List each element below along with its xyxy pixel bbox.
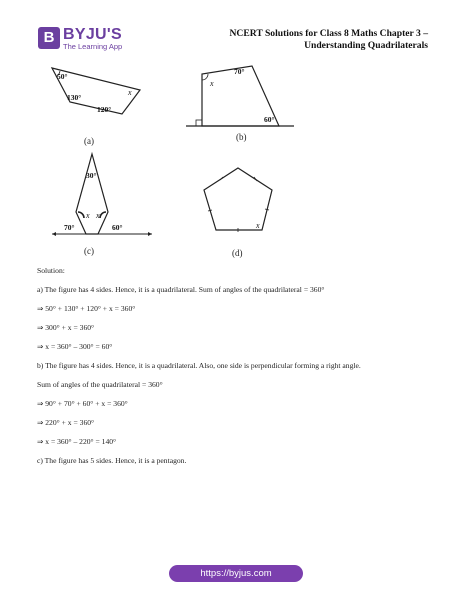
figure-c-unknown-2: x: [96, 211, 100, 220]
figure-a: [40, 60, 160, 152]
figure-a-unknown: x: [128, 88, 132, 97]
figure-c-unknown-1: x: [86, 211, 90, 220]
figure-a-caption: (a): [84, 136, 94, 146]
figure-c: [48, 150, 158, 262]
footer-url-link[interactable]: https://byjus.com: [169, 565, 303, 582]
solution-text: [37, 266, 437, 466]
figure-b-unknown: x: [210, 79, 214, 88]
figure-c-caption: (c): [84, 246, 94, 256]
solution-line-10: c) The figure has 5 sides. Hence, it is a pentagon.: [37, 456, 187, 465]
figure-c-angle-1: 30°: [86, 171, 97, 180]
solution-line-1: a) The figure has 4 sides. Hence, it is a quadrilateral. Sum of angles of the quadrilateral = 360°: [37, 285, 325, 294]
solution-line-9: ⇒ x = 360° – 220° = 140°: [37, 437, 117, 446]
solution-line-7: ⇒ 90° + 70° + 60° + x = 360°: [37, 399, 128, 408]
figure-b-angle-1: 70°: [234, 67, 245, 76]
page-title-line-2: Understanding Quadrilaterals: [304, 40, 428, 51]
solution-line-5: b) The figure has 4 sides. Hence, it is a quadrilateral. Also, one side is perpendicular forming a right angle.: [37, 361, 361, 370]
solution-heading: Solution:: [37, 266, 65, 275]
solution-line-4: ⇒ x = 360° – 300° = 60°: [37, 342, 113, 351]
solution-line-2: ⇒ 50° + 130° + 120° + x = 360°: [37, 304, 136, 313]
figure-d: [192, 160, 292, 262]
page-title: [230, 28, 429, 52]
solution-line-3: ⇒ 300° + x = 360°: [37, 323, 95, 332]
figure-a-angle-3: 120°: [97, 105, 112, 114]
figure-b: [182, 58, 302, 150]
logo-tagline: The Learning App: [63, 42, 123, 51]
figure-c-angle-2: 70°: [64, 223, 75, 232]
byjus-logo: [38, 27, 130, 55]
figure-d-unknown: x: [256, 221, 260, 230]
figure-a-angle-2: 130°: [67, 93, 82, 102]
figure-b-caption: (b): [236, 132, 247, 142]
figure-b-angle-2: 60°: [264, 115, 275, 124]
page-title-line-1: NCERT Solutions for Class 8 Maths Chapter 3 –: [229, 28, 428, 39]
logo-name: BYJU'S: [63, 26, 122, 43]
figure-c-angle-3: 60°: [112, 223, 123, 232]
figure-a-angle-1: 50°: [57, 72, 68, 81]
figure-d-caption: (d): [232, 248, 243, 258]
solution-line-6: Sum of angles of the quadrilateral = 360°: [37, 380, 163, 389]
logo-mark-icon: B: [38, 27, 60, 49]
solution-line-8: ⇒ 220° + x = 360°: [37, 418, 95, 427]
